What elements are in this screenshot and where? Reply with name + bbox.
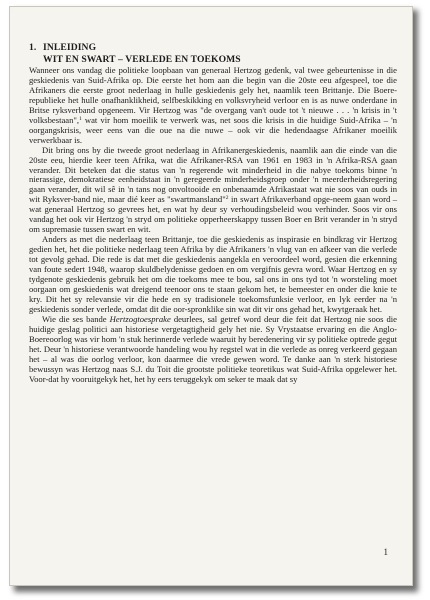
paragraph [29,66,397,146]
paragraph-text: Wie die ses bande [42,313,110,324]
footnote-marker: 2 [225,195,229,202]
paragraph-text: Dit bring ons by die tweede groot nederlaag in Afrikanergeskiedenis, naamlik aan die einde van die 20ste eeu, hierdie keer teen Afrika, wat die Afrikaner-RSA van 1961 en 1983 in 'n Afrika-RSA gaan verander. Dit beteken dat die status van 'n regerende wit minderheid in die nabye toekoms binne 'n nierassige, demokratiese eenheidstaat in 'n geregeerde minderheidsgroep onder 'n meerderheidsregering gaan verander, dit wil sê in 'n tans nog onvoltooide en onbenaamde Afrikastaat wat nie soos van ouds in wit Ryksver-band nie, maar dié keer as "swartmansland" [29,144,397,205]
paragraph [29,315,397,385]
paragraph-text: deurlees, sal getref word deur die feit dat Hertzog nie soos die huidige geslag politici aan historiese vergetagtigheid gely het nie. Sy Vrystaatse ervaring en die Anglo-Boereoorlog was vir hom 'n stuk herinnerde verlede waaruit hy beredenering vir sy politieke optrede gegut het. Deur 'n historiese verantwoorde handeling wou hy regstel wat in die verlede as onreg verkeerd gegaan het – al was die oorlog verloor, kon daarmee die vrede gewen word. Te danke aan 'n sterk historiese bewussyn was Hertzog naas S.J. du Toit die grootste politieke teoretikus wat Suid-Afrika opgelewer het. Voor-dat hy vooruitgekyk het, het hy eers teruggekyk om seker te maak dat sy [29,313,397,384]
paragraph-text: wat vir hom moeilik te verwerk was, net soos die krisis in die huidige Suid-Afrika – 'n oorgangskrisis, weer eens van die oue na die nuwe – ook vir die hedendaagse Afrikaner moeilik verwerkbaar is. [29,114,397,145]
footnote-marker: 1 [79,115,82,122]
body-text [29,66,397,385]
chapter-title: INLEIDING [43,42,97,53]
book-page [9,6,413,586]
paragraph [29,146,397,236]
paragraph-text: in swart Afrikaverband opge-neem gaan word – wat generaal Hertzog so gevrees het, en wat hy deur sy verhoudingsbeleid wou verhinder. Soos vir ons vandag het ook vir Hertzog 'n stryd om politieke opperheerskappy tussen Boer en Brit verander in 'n stryd om supremasie tussen swart en wit. [29,194,397,235]
paragraph-text: Anders as met die nederlaag teen Brittanje, toe die geskiedenis as inspirasie en bindkrag vir Hertzog gedien het, het die politieke nederlaag teen Afrika by die Afrikaners 'n vlug van en afkeer van die verlede tot gevolg gehad. Die rede is dat met die geskiedenis aangekla en veroordeel word, gesien die erkenning van foute sedert 1948, waarop skuldbelydenisse gedoen en om vergifnis gevra word. Waar Hertzog en sy tydgenote geskiedenis gebruik het om die toekoms mee te bou, sal ons in ons tyd tot 'n worsteling moet oorgaan om geskiedenis wat dreigend teenoor ons te staan gekom het, te bemeester en onder die knie te kry. Dit het sy relevansie vir die hede en sy tradisionele toekomsfunksie verloor, en lyk eerder na 'n geskiedenis sonder verlede, omdat dit die oor-spronklike sin wat dit vir ons gehad het, kwytgeraak het. [29,234,397,314]
chapter-subtitle: WIT EN SWART – VERLEDE EN TOEKOMS [43,53,241,65]
chapter-number: 1. [29,42,37,53]
page-number: 1 [383,547,388,557]
chapter-heading [29,43,397,54]
page-content [29,43,397,385]
paragraph [29,235,397,315]
italic-title: Hertzogtoesprake [109,313,171,324]
paragraph-text: Wanneer ons vandag die politieke loopbaan van generaal Hertzog gedenk, val twee gebeurtenisse in die geskiedenis van Suid-Afrika op. Die eerste het hom aan die begin van die 20ste eeu afgespeel, toe die Afrikaners die eerste groot nederlaag in hulle geskiedenis gely het, naamlik teen Brittanje. Die Boere-republieke het hulle onafhanklikheid, selfbeskikking en volksvryheid verloor en is as nuwe onderdane in Britse ryksverband opgeneem. Vir Hertzog was "de overgang van't oude tot 't nieuwe . . . 'n krisis in 't volksbestaan", [29,65,397,125]
